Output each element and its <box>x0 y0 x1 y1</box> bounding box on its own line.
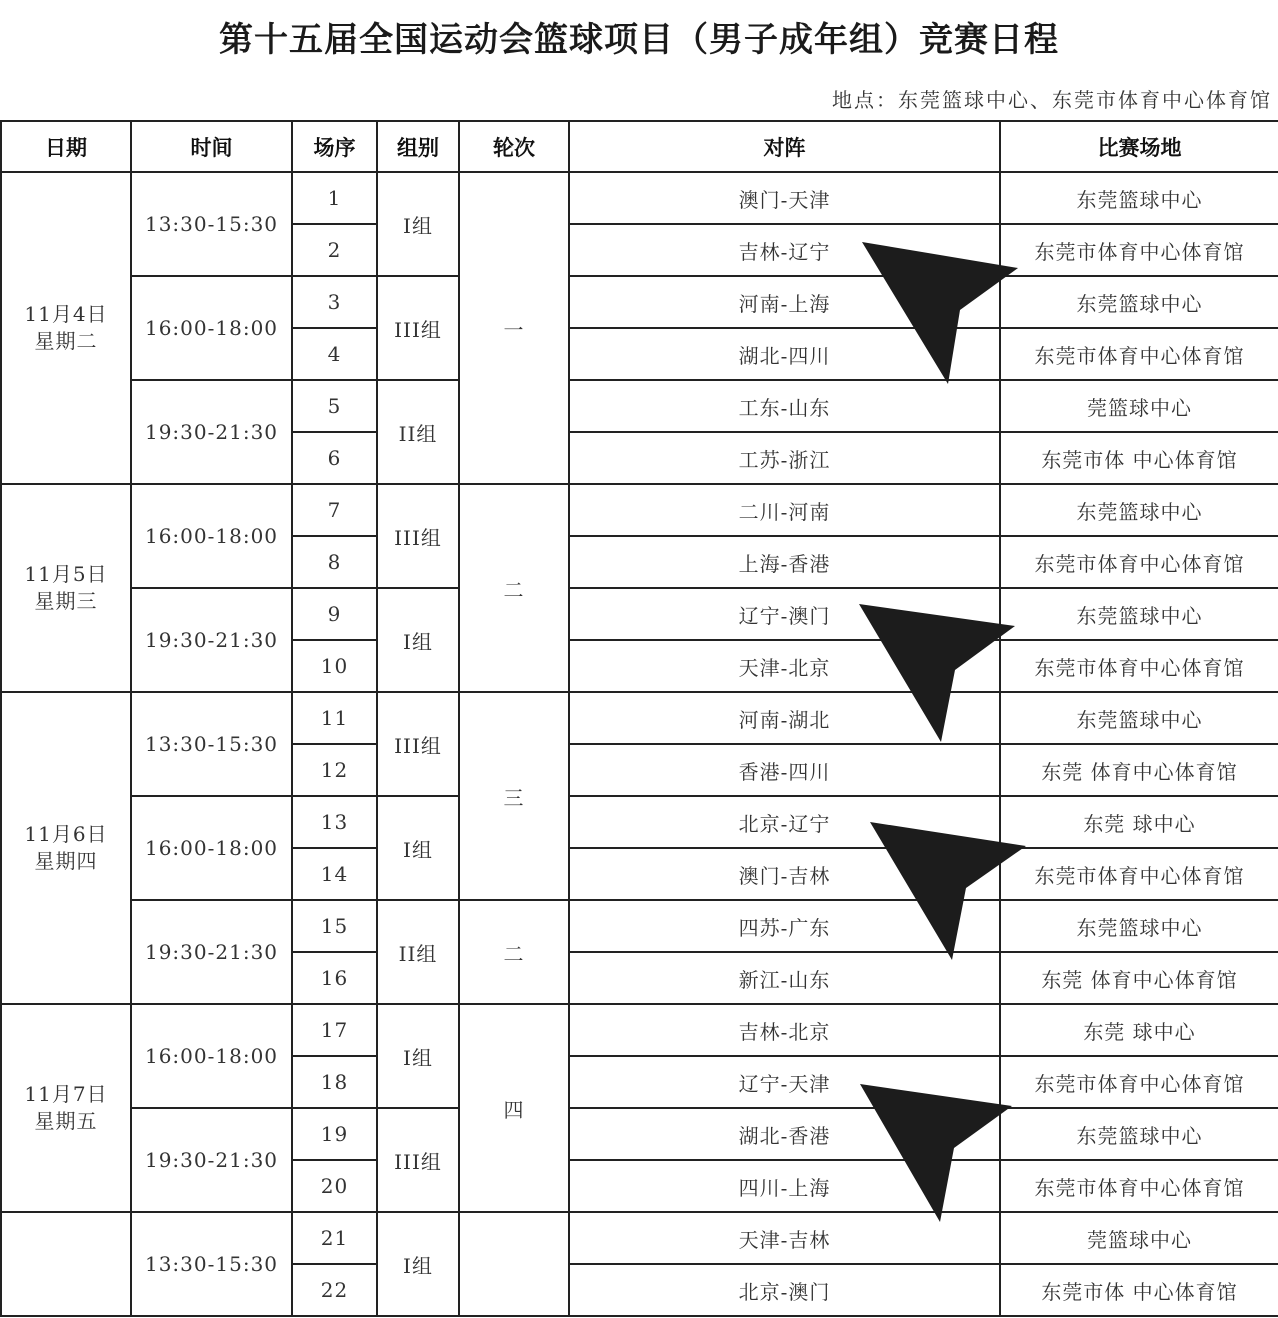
date-cell <box>1 1212 131 1316</box>
table-row <box>1 796 1278 848</box>
matchup-cell: 河南-上海 <box>569 276 1000 328</box>
matchup-cell: 澳门-天津 <box>569 172 1000 224</box>
table-row <box>1 1108 1278 1160</box>
order-cell: 10 <box>292 640 377 692</box>
venue-cell: 东莞市体 中心体育馆 <box>1000 1264 1278 1316</box>
page-title: 第十五届全国运动会篮球项目（男子成年组）竞赛日程 <box>219 20 1059 60</box>
table-row <box>1 276 1278 328</box>
venue-cell: 莞篮球中心 <box>1000 380 1278 432</box>
location-note: 地点：东莞篮球中心、东莞市体育中心体育馆 <box>832 88 1272 112</box>
order-cell: 7 <box>292 484 377 536</box>
venue-cell: 东莞篮球中心 <box>1000 588 1278 640</box>
venue-cell: 东莞市体育中心体育馆 <box>1000 1160 1278 1212</box>
order-cell: 5 <box>292 380 377 432</box>
table-row <box>1 380 1278 432</box>
group-cell: II组 <box>377 900 459 1004</box>
venue-cell: 东莞市体育中心体育馆 <box>1000 536 1278 588</box>
matchup-cell: 湖北-四川 <box>569 328 1000 380</box>
order-cell: 8 <box>292 536 377 588</box>
header-time: 时间 <box>131 121 292 172</box>
order-cell: 22 <box>292 1264 377 1316</box>
matchup-cell: 辽宁-天津 <box>569 1056 1000 1108</box>
time-cell: 16:00-18:00 <box>131 276 292 380</box>
table-row <box>1 172 1278 224</box>
order-cell: 13 <box>292 796 377 848</box>
date-label: 11月6日 <box>24 822 108 846</box>
matchup-cell: 工东-山东 <box>569 380 1000 432</box>
weekday-label: 星期二 <box>34 329 98 353</box>
weekday-label: 星期四 <box>34 849 98 873</box>
order-cell: 20 <box>292 1160 377 1212</box>
group-cell: III组 <box>377 276 459 380</box>
venue-cell: 东莞 体育中心体育馆 <box>1000 744 1278 796</box>
venue-cell: 东莞市体 中心体育馆 <box>1000 432 1278 484</box>
time-cell: 13:30-15:30 <box>131 692 292 796</box>
round-cell: 二 <box>459 900 569 1004</box>
table-row <box>1 484 1278 536</box>
venue-cell: 东莞市体育中心体育馆 <box>1000 1056 1278 1108</box>
date-cell <box>1 484 131 692</box>
weekday-label: 星期五 <box>34 1109 98 1133</box>
time-cell: 13:30-15:30 <box>131 1212 292 1316</box>
date-cell <box>1 692 131 1004</box>
matchup-cell: 天津-北京 <box>569 640 1000 692</box>
time-cell: 16:00-18:00 <box>131 796 292 900</box>
schedule-table <box>0 120 1278 1317</box>
round-cell <box>459 1212 569 1316</box>
venue-cell: 莞篮球中心 <box>1000 1212 1278 1264</box>
header-group: 组别 <box>377 121 459 172</box>
weekday-label: 星期三 <box>34 589 98 613</box>
date-cell <box>1 1004 131 1212</box>
venue-cell: 东莞篮球中心 <box>1000 692 1278 744</box>
order-cell: 9 <box>292 588 377 640</box>
matchup-cell: 澳门-吉林 <box>569 848 1000 900</box>
matchup-cell: 香港-四川 <box>569 744 1000 796</box>
matchup-cell: 吉林-北京 <box>569 1004 1000 1056</box>
date-label: 11月7日 <box>24 1082 108 1106</box>
venue-cell: 东莞篮球中心 <box>1000 172 1278 224</box>
round-cell: 一 <box>459 172 569 484</box>
date-cell <box>1 172 131 484</box>
group-cell: III组 <box>377 484 459 588</box>
venue-cell: 东莞 体育中心体育馆 <box>1000 952 1278 1004</box>
venue-cell: 东莞篮球中心 <box>1000 276 1278 328</box>
order-cell: 14 <box>292 848 377 900</box>
time-cell: 19:30-21:30 <box>131 380 292 484</box>
time-cell: 19:30-21:30 <box>131 900 292 1004</box>
order-cell: 1 <box>292 172 377 224</box>
table-row <box>1 692 1278 744</box>
matchup-cell: 辽宁-澳门 <box>569 588 1000 640</box>
round-cell: 二 <box>459 484 569 692</box>
order-cell: 16 <box>292 952 377 1004</box>
venue-cell: 东莞 球中心 <box>1000 796 1278 848</box>
group-cell: III组 <box>377 1108 459 1212</box>
matchup-cell: 工苏-浙江 <box>569 432 1000 484</box>
header-row <box>1 121 1278 172</box>
venue-cell: 东莞篮球中心 <box>1000 1108 1278 1160</box>
matchup-cell: 上海-香港 <box>569 536 1000 588</box>
header-order: 场序 <box>292 121 377 172</box>
header-date: 日期 <box>1 121 131 172</box>
time-cell: 16:00-18:00 <box>131 484 292 588</box>
order-cell: 11 <box>292 692 377 744</box>
group-cell: I组 <box>377 1004 459 1108</box>
header-venue: 比赛场地 <box>1000 121 1278 172</box>
venue-cell: 东莞市体育中心体育馆 <box>1000 848 1278 900</box>
matchup-cell: 吉林-辽宁 <box>569 224 1000 276</box>
group-cell: II组 <box>377 380 459 484</box>
group-cell: I组 <box>377 588 459 692</box>
matchup-cell: 湖北-香港 <box>569 1108 1000 1160</box>
order-cell: 3 <box>292 276 377 328</box>
date-label: 11月4日 <box>24 302 108 326</box>
header-matchup: 对阵 <box>569 121 1000 172</box>
group-cell: III组 <box>377 692 459 796</box>
order-cell: 21 <box>292 1212 377 1264</box>
time-cell: 19:30-21:30 <box>131 1108 292 1212</box>
round-cell: 三 <box>459 692 569 900</box>
date-label: 11月5日 <box>24 562 108 586</box>
matchup-cell: 新江-山东 <box>569 952 1000 1004</box>
order-cell: 6 <box>292 432 377 484</box>
order-cell: 19 <box>292 1108 377 1160</box>
venue-cell: 东莞市体育中心体育馆 <box>1000 640 1278 692</box>
group-cell: I组 <box>377 1212 459 1316</box>
matchup-cell: 北京-辽宁 <box>569 796 1000 848</box>
matchup-cell: 四川-上海 <box>569 1160 1000 1212</box>
matchup-cell: 北京-澳门 <box>569 1264 1000 1316</box>
matchup-cell: 河南-湖北 <box>569 692 1000 744</box>
table-row <box>1 1212 1278 1264</box>
matchup-cell: 二川-河南 <box>569 484 1000 536</box>
table-row <box>1 900 1278 952</box>
order-cell: 12 <box>292 744 377 796</box>
time-cell: 13:30-15:30 <box>131 172 292 276</box>
venue-cell: 东莞篮球中心 <box>1000 900 1278 952</box>
venue-cell: 东莞篮球中心 <box>1000 484 1278 536</box>
table-row <box>1 588 1278 640</box>
order-cell: 18 <box>292 1056 377 1108</box>
matchup-cell: 天津-吉林 <box>569 1212 1000 1264</box>
time-cell: 19:30-21:30 <box>131 588 292 692</box>
time-cell: 16:00-18:00 <box>131 1004 292 1108</box>
matchup-cell: 四苏-广东 <box>569 900 1000 952</box>
round-cell: 四 <box>459 1004 569 1212</box>
order-cell: 17 <box>292 1004 377 1056</box>
order-cell: 2 <box>292 224 377 276</box>
group-cell: I组 <box>377 172 459 276</box>
table-row <box>1 1004 1278 1056</box>
venue-cell: 东莞 球中心 <box>1000 1004 1278 1056</box>
header-round: 轮次 <box>459 121 569 172</box>
venue-cell: 东莞市体育中心体育馆 <box>1000 224 1278 276</box>
order-cell: 4 <box>292 328 377 380</box>
order-cell: 15 <box>292 900 377 952</box>
venue-cell: 东莞市体育中心体育馆 <box>1000 328 1278 380</box>
group-cell: I组 <box>377 796 459 900</box>
